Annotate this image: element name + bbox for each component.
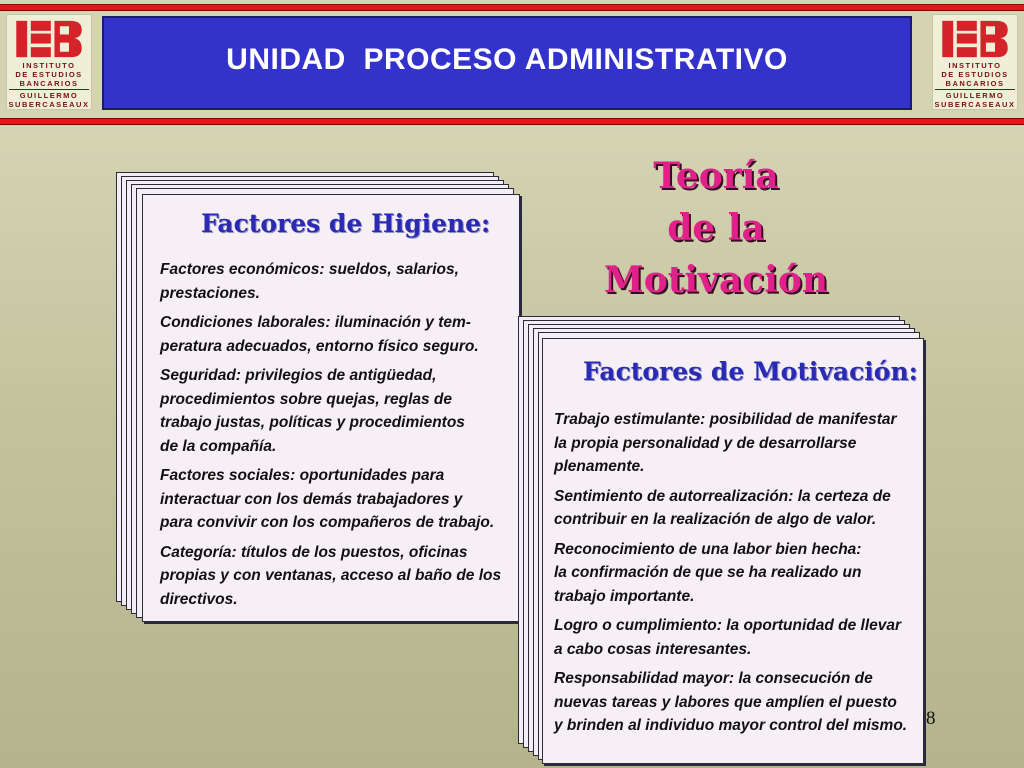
list-item: Condiciones laborales: iluminación y tem- peratura adecuados, entorno físico seguro. (160, 314, 479, 355)
list-item: Factores económicos: sueldos, salarios, prestaciones. (160, 261, 459, 302)
ieb-logo-right (932, 14, 1018, 110)
list-item: Responsabilidad mayor: la consecución de nuevas tareas y labores que amplíen el puesto y brinden al individuo mayor control del mismo. (554, 670, 908, 734)
list-item: Trabajo estimulante: posibilidad de manifestar la propia personalidad y de desarrollarse plenamente. (554, 411, 897, 475)
motivation-card-title: Factores de Motivación: (583, 357, 918, 386)
page-number: 8 (926, 708, 936, 729)
motivation-list (554, 408, 922, 744)
list-item: Logro o cumplimiento: la oportunidad de llevar a cabo cosas interesantes. (554, 617, 902, 658)
motivation-card (542, 338, 924, 764)
list-item: Categoría: títulos de los puestos, oficinas propias y con ventanas, acceso al baño de los directivos. (160, 543, 502, 608)
title-banner (102, 16, 912, 110)
logo-line: INSTITUTO (22, 61, 76, 70)
ieb-logo-icon (11, 19, 87, 59)
logo-text-right (935, 61, 1016, 109)
hygiene-list (160, 258, 518, 617)
logo-text-left (9, 61, 90, 109)
logo-line: SUBERCASEAUX (8, 100, 90, 109)
ieb-logo-left (6, 14, 92, 110)
theory-heading-line-1: Teoría (653, 155, 779, 197)
logo-line: SUBERCASEAUX (934, 100, 1016, 109)
logo-line: GUILLERMO (935, 89, 1016, 100)
logo-line: BANCARIOS (945, 79, 1005, 88)
theory-heading-line-2: de la Motivación (603, 207, 829, 301)
list-item: Sentimiento de autorrealización: la certeza de contribuir en la realización de algo de valor. (554, 487, 891, 528)
header-top-rule (0, 4, 1024, 11)
logo-line: GUILLERMO (9, 89, 90, 100)
ieb-logo-icon (937, 19, 1013, 59)
list-item: Factores sociales: oportunidades para interactuar con los demás trabajadores y para convivir con los compañeros de trabajo. (160, 467, 495, 531)
list-item: Reconocimiento de una labor bien hecha: la confirmación de que se ha realizado un trabajo importante. (554, 540, 862, 605)
logo-line: BANCARIOS (19, 79, 79, 88)
page-title: UNIDAD PROCESO ADMINISTRATIVO (226, 43, 788, 76)
logo-line: DE ESTUDIOS (941, 70, 1009, 79)
logo-line: INSTITUTO (948, 61, 1002, 70)
hygiene-card (142, 194, 520, 622)
hygiene-card-title: Factores de Higiene: (201, 209, 491, 238)
header-bottom-rule (0, 118, 1024, 125)
logo-line: DE ESTUDIOS (15, 70, 83, 79)
list-item: Seguridad: privilegios de antigüedad, procedimientos sobre quejas, reglas de trabajo justas, políticas y procedimientos de la compañía. (160, 367, 465, 455)
